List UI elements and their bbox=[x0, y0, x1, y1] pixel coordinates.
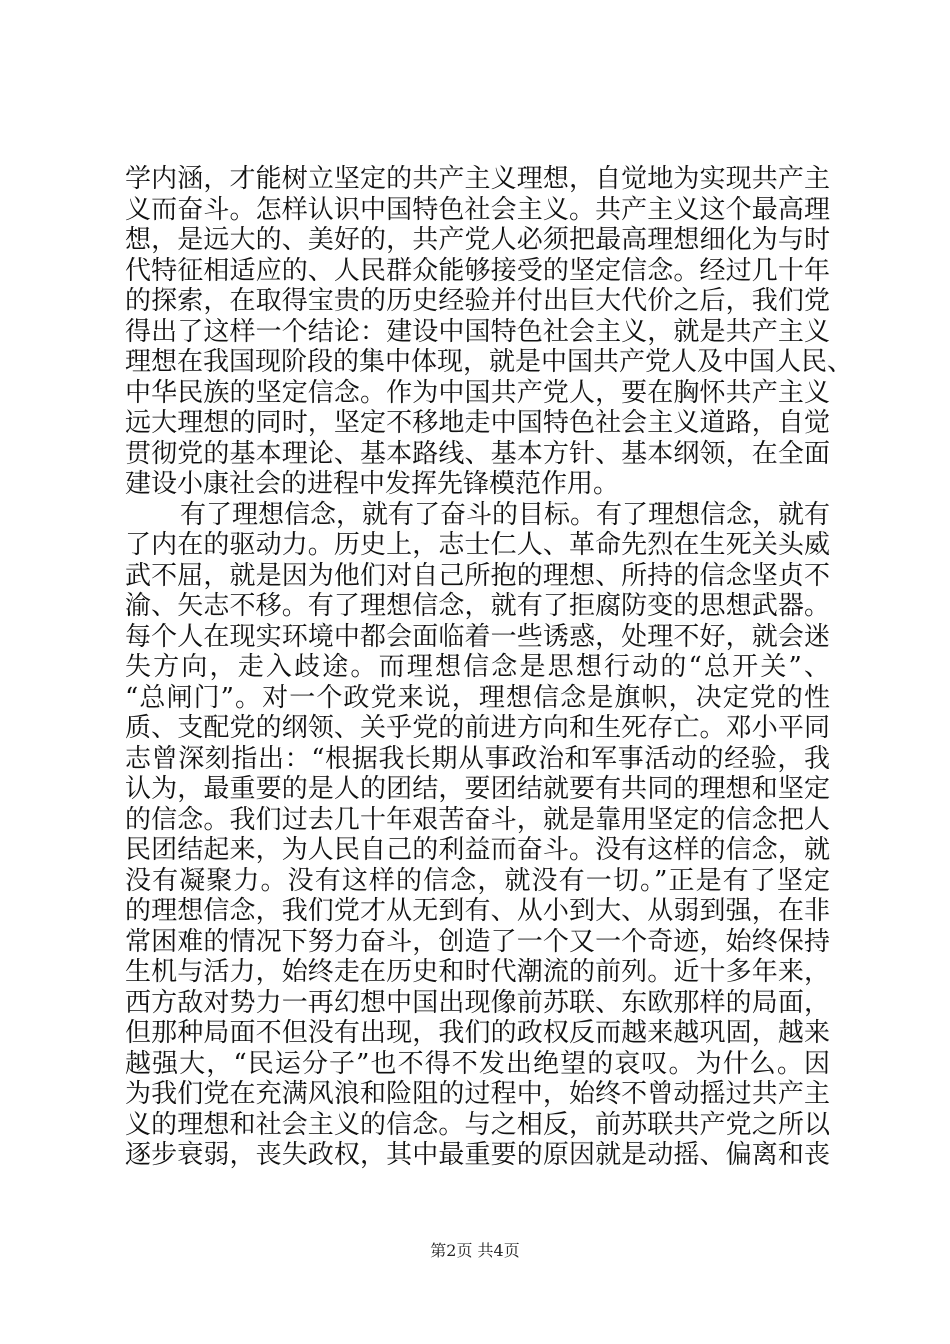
text-line: 越强大，“民运分子”也不得不发出绝望的哀叹。为什么。因 bbox=[125, 1048, 830, 1079]
text-line: 了内在的驱动力。历史上，志士仁人、革命先烈在生死关头威 bbox=[125, 530, 830, 560]
text-line: 理想在我国现阶段的集中体现，就是中国共产党人及中国人民、 bbox=[125, 347, 854, 377]
text-line: 常困难的情况下努力奋斗，创造了一个又一个奇迹，始终保持 bbox=[125, 926, 830, 957]
paragraph-1 bbox=[125, 164, 854, 500]
text-line: 中华民族的坚定信念。作为中国共产党人，要在胸怀共产主义 bbox=[125, 377, 830, 408]
text-line: 质、支配党的纲领、关乎党的前进方向和生死存亡。邓小平同 bbox=[125, 713, 830, 743]
text-line: 义的理想和社会主义的信念。与之相反，前苏联共产党之所以 bbox=[125, 1109, 830, 1140]
text-line: 生机与活力，始终走在历史和时代潮流的前列。近十多年来， bbox=[125, 957, 830, 987]
text-line: 想，是远大的、美好的，共产党人必须把最高理想细化为与时 bbox=[125, 225, 830, 255]
text-line: 每个人在现实环境中都会面临着一些诱惑，处理不好，就会迷 bbox=[125, 621, 830, 652]
body-text bbox=[125, 164, 854, 1171]
text-line: 远大理想的同时，坚定不移地走中国特色社会主义道路，自觉 bbox=[125, 408, 830, 438]
text-line: “总闸门”。对一个政党来说，理想信念是旗帜，决定党的性 bbox=[125, 682, 830, 713]
text-line: 义而奋斗。怎样认识中国特色社会主义。共产主义这个最高理 bbox=[125, 194, 830, 225]
text-line: 学内涵，才能树立坚定的共产主义理想，自觉地为实现共产主 bbox=[125, 164, 830, 194]
text-line: 认为，最重要的是人的团结，要团结就要有共同的理想和坚定 bbox=[125, 774, 830, 804]
text-line: 的探索，在取得宝贵的历史经验并付出巨大代价之后，我们党 bbox=[125, 286, 830, 316]
text-line: 志曾深刻指出：“根据我长期从事政治和军事活动的经验，我 bbox=[125, 743, 830, 774]
page-number-label: 第2页 共4页 bbox=[430, 1241, 520, 1260]
text-line: 逐步衰弱，丧失政权，其中最重要的原因就是动摇、偏离和丧 bbox=[125, 1140, 830, 1170]
page-footer bbox=[0, 1238, 950, 1261]
text-line: 西方敌对势力一再幻想中国出现像前苏联、东欧那样的局面， bbox=[125, 987, 830, 1018]
text-line: 建设小康社会的进程中发挥先锋模范作用。 bbox=[125, 469, 620, 499]
text-line: 的理想信念，我们党才从无到有、从小到大、从弱到强，在非 bbox=[125, 896, 830, 926]
text-line: 为我们党在充满风浪和险阻的过程中，始终不曾动摇过共产主 bbox=[125, 1079, 830, 1109]
text-line: 失方向，走入歧途。而理想信念是思想行动的“总开关”、 bbox=[125, 652, 830, 682]
text-line: 得出了这样一个结论：建设中国特色社会主义，就是共产主义 bbox=[125, 316, 830, 347]
text-line: 贯彻党的基本理论、基本路线、基本方针、基本纲领，在全面 bbox=[125, 438, 830, 469]
text-line: 渝、矢志不移。有了理想信念，就有了拒腐防变的思想武器。 bbox=[125, 591, 830, 621]
text-line: 没有凝聚力。没有这样的信念，就没有一切。”正是有了坚定 bbox=[125, 865, 830, 896]
text-line: 民团结起来，为人民自己的利益而奋斗。没有这样的信念，就 bbox=[125, 835, 830, 865]
text-line: 代特征相适应的、人民群众能够接受的坚定信念。经过几十年 bbox=[125, 255, 830, 286]
text-line: 但那种局面不但没有出现，我们的政权反而越来越巩固，越来 bbox=[125, 1018, 830, 1048]
text-line: 的信念。我们过去几十年艰苦奋斗，就是靠用坚定的信念把人 bbox=[125, 804, 830, 835]
text-line: 有了理想信念，就有了奋斗的目标。有了理想信念，就有 bbox=[180, 499, 831, 530]
text-line: 武不屈，就是因为他们对自己所抱的理想、所持的信念坚贞不 bbox=[125, 560, 830, 591]
paragraph-2 bbox=[125, 500, 830, 1171]
